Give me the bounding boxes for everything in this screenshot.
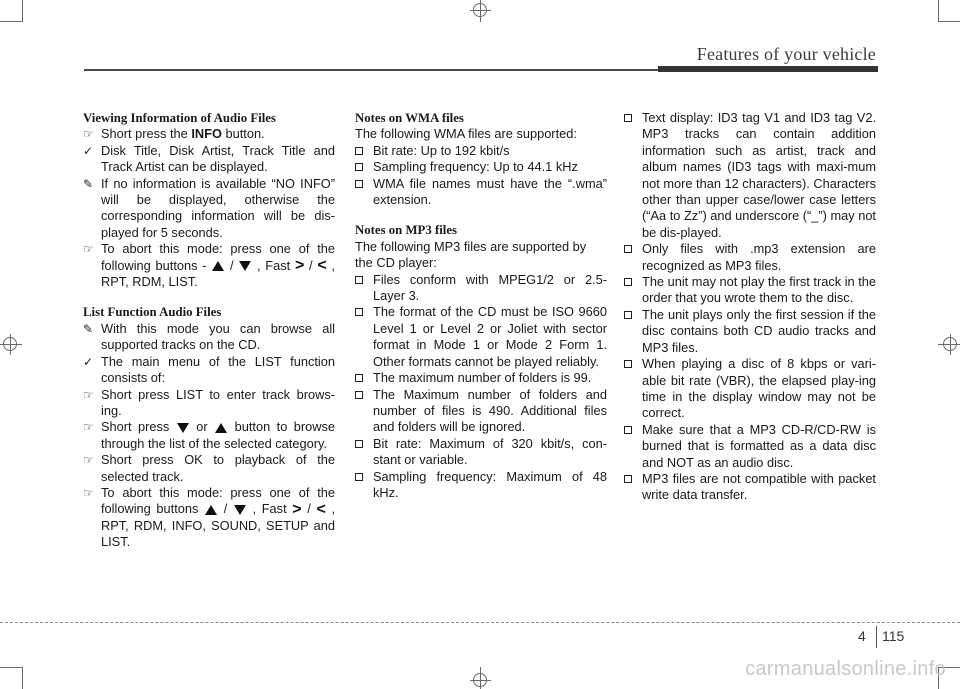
finger-pointing-icon: ☞	[83, 242, 94, 257]
section-number: 4	[858, 628, 866, 644]
chevron-left-icon: <	[317, 257, 327, 275]
list-item: ✓ Disk Title, Disk Artist, Track Title and Track Artist can be displayed.	[83, 142, 335, 175]
list-item: When playing a disc of 8 kbps or vari-able bit rate (VBR), the elapsed play-ing time in the display window may not be correct.	[624, 356, 876, 422]
list-item: Sampling frequency: Maximum of 48 kHz.	[355, 469, 607, 502]
list-item: ☞ Short press LIST to enter track brows-ing.	[83, 386, 335, 418]
column-left	[83, 110, 335, 551]
list-item: ✓ The main menu of the LIST function consists of:	[83, 353, 335, 386]
section-title: Notes on MP3 files	[355, 223, 458, 238]
running-header: Features of your vehicle	[696, 44, 876, 64]
page-number: 115	[882, 628, 905, 644]
chevron-left-icon: <	[316, 500, 326, 518]
crop-mark	[0, 667, 22, 668]
checkbox-bullet-icon	[355, 159, 371, 175]
list-item: Make sure that a MP3 CD-R/CD-RW is burned that is formatted as a data disc and NOT as an audio disc.	[624, 422, 876, 471]
up-arrow-icon	[205, 505, 217, 515]
checkbox-bullet-icon	[355, 143, 371, 159]
list-item: The maximum number of folders is 99.	[355, 370, 607, 386]
info-keyword: INFO	[191, 126, 222, 142]
list-item: Text display: ID3 tag V1 and ID3 tag V2. MP3 tracks can contain addition information such as artist, track and album names (ID3 tags with maxi-mum not more than 12 characters). Characters other than upper case/lower case letters (“Aa to Zz”) and underscore (“_”) may not be dis-played.	[624, 110, 876, 241]
crop-mark	[22, 0, 23, 22]
section-title: Notes on WMA files	[355, 111, 464, 125]
list-item: Bit rate: Up to 192 kbit/s	[355, 143, 607, 159]
checkbox-bullet-icon	[624, 356, 640, 372]
crop-mark	[0, 21, 22, 22]
watermark: carmanualsonline.info	[745, 658, 946, 680]
list-item: The unit may not play the first track in the order that you wrote them to the disc.	[624, 274, 876, 307]
finger-pointing-icon: ☞	[83, 485, 94, 500]
list-item: ☞ To abort this mode: press one of the following buttons / , Fast > / < , RPT, RDM, INFO, SOUND, SETUP and LIST.	[83, 484, 336, 550]
list-item: ☞ To abort this mode: press one of the following buttons - / , Fast > / < , RPT, RDM, LIST.	[83, 241, 335, 290]
note-pencil-icon: ✎	[83, 176, 94, 191]
checkbox-bullet-icon	[355, 304, 371, 320]
crop-mark	[22, 667, 23, 689]
list-item: MP3 files are not compatible with packet write data transfer.	[624, 471, 876, 504]
list-item: The Maximum number of folders and number of files is 490. Additional files and folders will be ignored.	[355, 387, 607, 436]
chevron-right-icon: >	[292, 500, 302, 518]
list-item: Only files with .mp3 extension are recognized as MP3 files.	[624, 241, 876, 274]
list-item: The format of the CD must be ISO 9660 Level 1 or Level 2 or Joliet with sector format in Mode 1 or Mode 2 Form 1. Other formats cannot be played reliably.	[355, 304, 607, 370]
checkbox-bullet-icon	[624, 241, 640, 257]
section-title: Viewing Information of Audio Files	[83, 111, 276, 125]
finger-pointing-icon: ☞	[83, 127, 94, 142]
checkbox-bullet-icon	[355, 176, 371, 192]
list-item: ✎ With this mode you can browse all supported tracks on the CD.	[83, 320, 335, 353]
note-pencil-icon: ✎	[83, 321, 94, 336]
crop-mark	[938, 21, 960, 22]
checkbox-bullet-icon	[355, 370, 371, 386]
checkbox-bullet-icon	[624, 307, 640, 323]
registration-mark	[473, 3, 487, 17]
checkbox-bullet-icon	[624, 110, 640, 126]
finger-pointing-icon: ☞	[83, 420, 94, 435]
list-item: ☞ Short press or button to browse through the list of the selected category.	[83, 419, 336, 451]
checkbox-bullet-icon	[355, 436, 371, 452]
page-number-divider	[876, 626, 877, 648]
list-item: ☞ Short press OK to playback of the selected track.	[83, 452, 335, 484]
header-accent-bar	[658, 66, 878, 72]
checkbox-bullet-icon	[355, 387, 371, 403]
checkbox-bullet-icon	[624, 471, 640, 487]
paragraph: The following MP3 files are supported by the CD player:	[355, 238, 587, 271]
list-item: Sampling frequency: Up to 44.1 kHz	[355, 159, 607, 175]
checkbox-bullet-icon	[624, 274, 640, 290]
finger-pointing-icon: ☞	[83, 453, 94, 468]
checkbox-bullet-icon	[355, 272, 371, 288]
section-title: List Function Audio Files	[83, 305, 222, 320]
registration-mark	[943, 337, 957, 351]
checkbox-bullet-icon	[355, 469, 371, 485]
chevron-right-icon: >	[294, 257, 305, 275]
up-arrow-icon	[215, 423, 227, 433]
list-item: ☞ Short press the INFO button.	[83, 126, 265, 142]
crop-mark	[938, 0, 939, 22]
list-item: ✎ If no information is available “NO INFO” will be displayed, otherwise the corresponding information will be dis-played for 5 seconds.	[83, 175, 335, 240]
up-arrow-icon	[212, 261, 224, 271]
footer-rule	[0, 622, 960, 623]
registration-mark	[473, 673, 487, 687]
finger-pointing-icon: ☞	[83, 387, 94, 402]
down-arrow-icon	[239, 261, 251, 271]
column-middle	[355, 110, 607, 501]
list-item: Files conform with MPEG1/2 or 2.5-Layer 3.	[355, 272, 607, 305]
list-item: The unit plays only the first session if the disc contains both CD audio tracks and MP3 files.	[624, 307, 876, 356]
checkmark-icon: ✓	[83, 354, 94, 369]
down-arrow-icon	[177, 423, 189, 433]
list-item: WMA file names must have the “.wma” extension.	[355, 176, 607, 209]
list-item: Bit rate: Maximum of 320 kbit/s, con-stant or variable.	[355, 436, 607, 469]
checkbox-bullet-icon	[624, 422, 640, 438]
paragraph: The following WMA files are supported:	[355, 126, 577, 142]
down-arrow-icon	[234, 505, 246, 515]
checkmark-icon: ✓	[83, 143, 94, 158]
column-right	[624, 110, 876, 504]
registration-mark	[3, 337, 17, 351]
